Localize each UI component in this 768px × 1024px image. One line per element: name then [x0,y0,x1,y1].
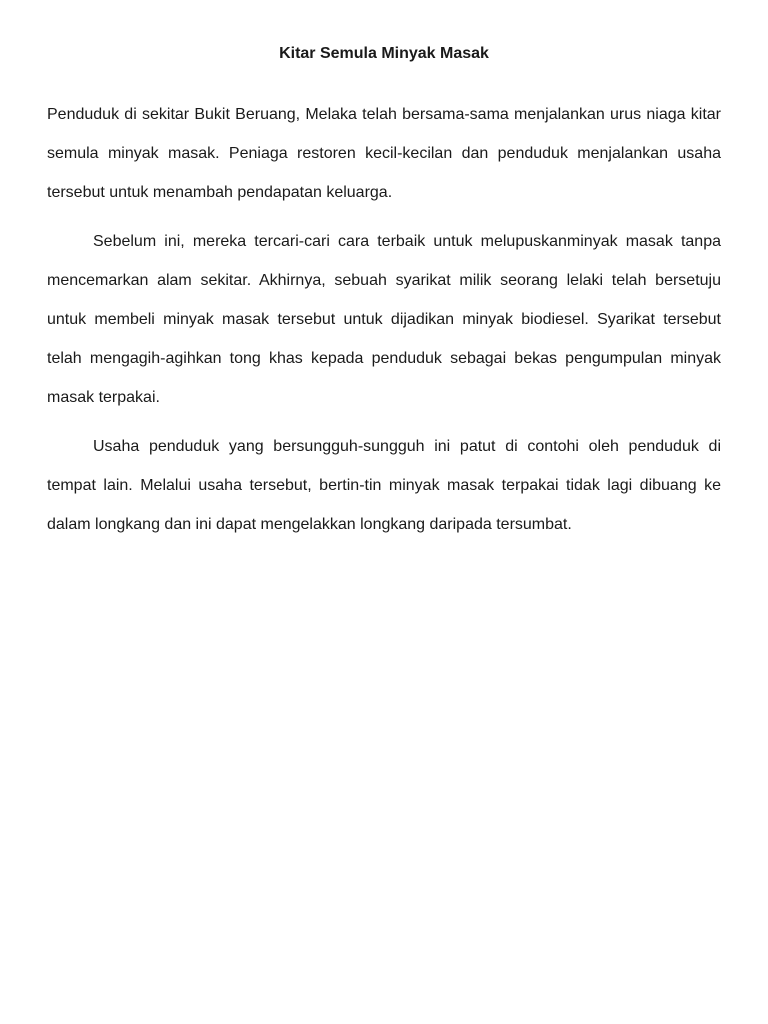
paragraph-2: Sebelum ini, mereka tercari-cari cara terbaik untuk melupuskanminyak masak tanpa mencemarkan alam sekitar. Akhirnya, sebuah syarikat milik seorang lelaki telah bersetuju untuk membeli minyak masak tersebut untuk dijadikan minyak biodiesel. Syarikat tersebut telah mengagih-agihkan tong khas kepada penduduk sebagai bekas pengumpulan minyak masak terpakai. [47,233,721,406]
paragraph-1: Penduduk di sekitar Bukit Beruang, Melaka telah bersama-sama menjalankan urus niaga kitar semula minyak masak. Peniaga restoren kecil-kecilan dan penduduk menjalankan usaha tersebut untuk menambah pendapatan keluarga. [47,106,721,201]
paragraph-3: Usaha penduduk yang bersungguh-sungguh ini patut di contohi oleh penduduk di tempat lain. Melalui usaha tersebut, bertin-tin minyak masak terpakai tidak lagi dibuang ke dalam longkang dan ini dapat mengelakkan longkang daripada tersumbat. [47,438,721,533]
document-title: Kitar Semula Minyak Masak [279,45,489,62]
document-body [47,95,721,554]
